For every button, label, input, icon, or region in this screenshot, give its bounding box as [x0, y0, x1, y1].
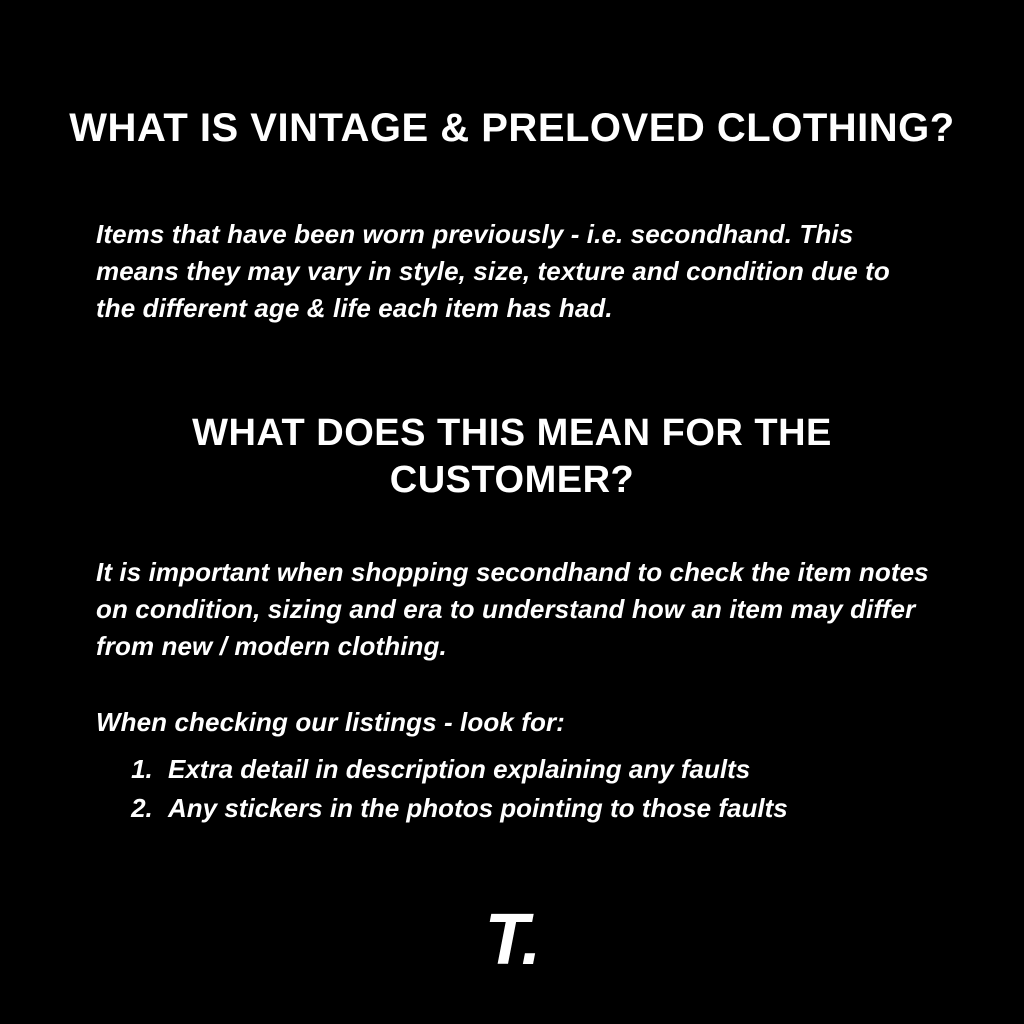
customer-paragraph: It is important when shopping secondhand to check the item notes on condition, sizing and era to understand how an item may differ from new / modern clothing.: [96, 557, 929, 661]
checklist-intro-text: When checking our listings - look for:: [96, 707, 565, 737]
brand-logo: T.: [484, 900, 540, 980]
section-title-customer: WHAT DOES THIS MEAN FOR THE CUSTOMER?: [192, 411, 832, 502]
checklist: [96, 750, 936, 828]
list-item: 1. Extra detail in description explaining any faults: [160, 750, 936, 789]
checklist-container: [96, 750, 936, 828]
list-item: 2. Any stickers in the photos pointing to those faults: [160, 789, 936, 828]
definition-paragraph: Items that have been worn previously - i.e. secondhand. This means they may vary in style, size, texture and condition due to the different age & life each item has had.: [96, 219, 890, 323]
page-title: WHAT IS VINTAGE & PRELOVED CLOTHING?: [69, 105, 955, 150]
